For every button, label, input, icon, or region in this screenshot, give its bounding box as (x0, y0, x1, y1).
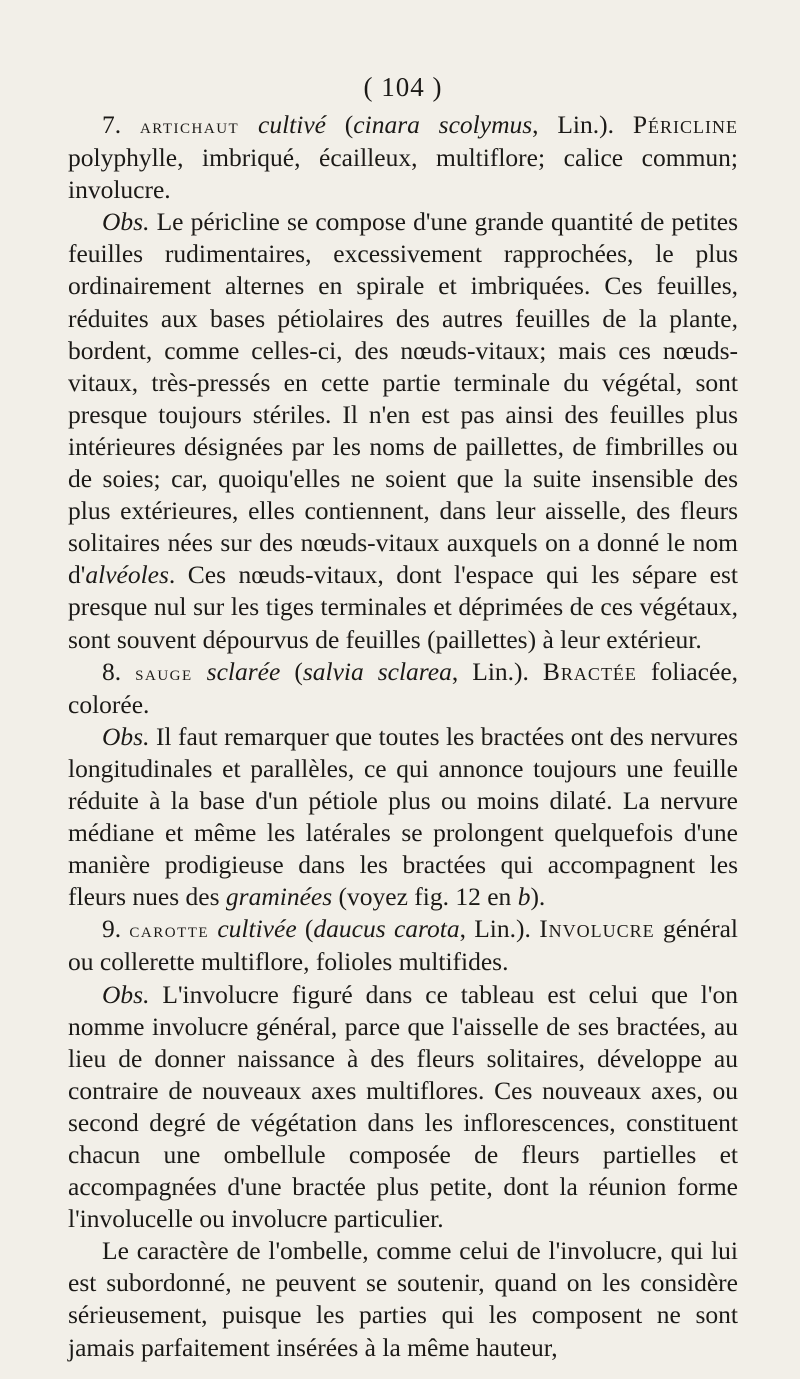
entry-9-observation: Obs. L'involucre figuré dans ce tableau est celui que l'on nomme involucre général, parce que l'aisselle de ses bractées, au lieu de donner naissance à des fleurs solitaires, développe au contraire de nouveaux axes multiflores. Ces nouveaux axes, ou second degré de végétation dans les inflorescences, constituent chacun une ombellule composée de fleurs partielles et accompagnées d'une bractée plus petite, dont la réunion forme l'involucelle ou involucre particulier. (68, 979, 738, 1234)
qualifier: sclarée (206, 656, 281, 686)
entry-9-paragraph-2: Le caractère de l'ombelle, comme celui de l'involucre, qui lui est subordonné, ne peuvent se soutenir, quand on les considère sérieusement, puisque les parties qui les composent ne sont jamais parfaitement insérées à la même hauteur, (68, 1236, 738, 1362)
entry-7-heading: 7. artichaut cultivé (cinara scolymus, Lin.). Péricline polyphylle, imbriqué, écailleux, multiflore; calice commun; involucre. (68, 110, 739, 205)
entry-7-observation: Obs. Le péricline se compose d'une grande quantité de petites feuilles rudimentaires, excessivement rapprochées, le plus ordinairement alternes en spirale et imbriquées. Ces feuilles, réduites aux bases pétiolaires des autres feuilles de la plante, bordent, comme celles-ci, des nœuds-vitaux; mais ces nœuds-vitaux, très-pressés en cette partie terminale du végétal, sont presque toujours stériles. Il n'en est pas ainsi des feuilles plus intérieures désignées par les noms de paillettes, de fimbrilles ou de soies; car, quoiqu'elles ne soient que la suite insensible des plus extérieures, elles contiennent, dans leur aisselle, des fleurs solitaires nées sur des nœuds-vitaux auxquels on a donné le nom d'alvéoles. Ces nœuds-vitaux, dont l'espace qui les sépare est presque nul sur les tiges terminales et déprimées de ces végétaux, sont souvent dépourvus de feuilles (paillettes) à leur extérieur. (68, 207, 739, 654)
common-name: artichaut (139, 114, 240, 138)
entry-9-heading: 9. carotte cultivée (daucus carota, Lin.). Involucre général ou collerette multiflore, folioles multifides. (68, 914, 738, 977)
entry-8-observation: Obs. Il faut remarquer que toutes les bractées ont des nervures longitudinales et parallèles, ce qui annonce toujours une feuille réduite à la base d'un pétiole plus ou moins dilaté. La nervure médiane et même les latérales se prolongent quelquefois d'une manière prodigieuse dans les bractées qui accompagnent les fleurs nues des graminées (voyez fig. 12 en b). (68, 721, 739, 912)
description: général ou collerette multiflore, folioles multifides. (68, 914, 738, 977)
entry-8-heading: 8. sauge sclarée (salvia sclarea, Lin.). Bractée foliacée, colorée. (68, 656, 739, 719)
page-number: ( 104 ) (363, 72, 443, 102)
description: foliacée, colorée. (68, 656, 739, 719)
term: Involucre (539, 914, 655, 944)
description: polyphylle, imbriqué, écailleux, multiflore; calice commun; involucre. (68, 143, 738, 205)
term: Péricline (632, 110, 739, 139)
latin-name: cinara scolymus (353, 110, 533, 139)
qualifier: cultivée (217, 914, 297, 944)
latin-name: daucus carota (313, 914, 460, 944)
latin-name: salvia sclarea (302, 656, 452, 686)
common-name: carotte (129, 918, 210, 943)
common-name: sauge (135, 660, 193, 685)
qualifier: cultivé (258, 110, 326, 139)
term: Bractée (542, 656, 637, 686)
